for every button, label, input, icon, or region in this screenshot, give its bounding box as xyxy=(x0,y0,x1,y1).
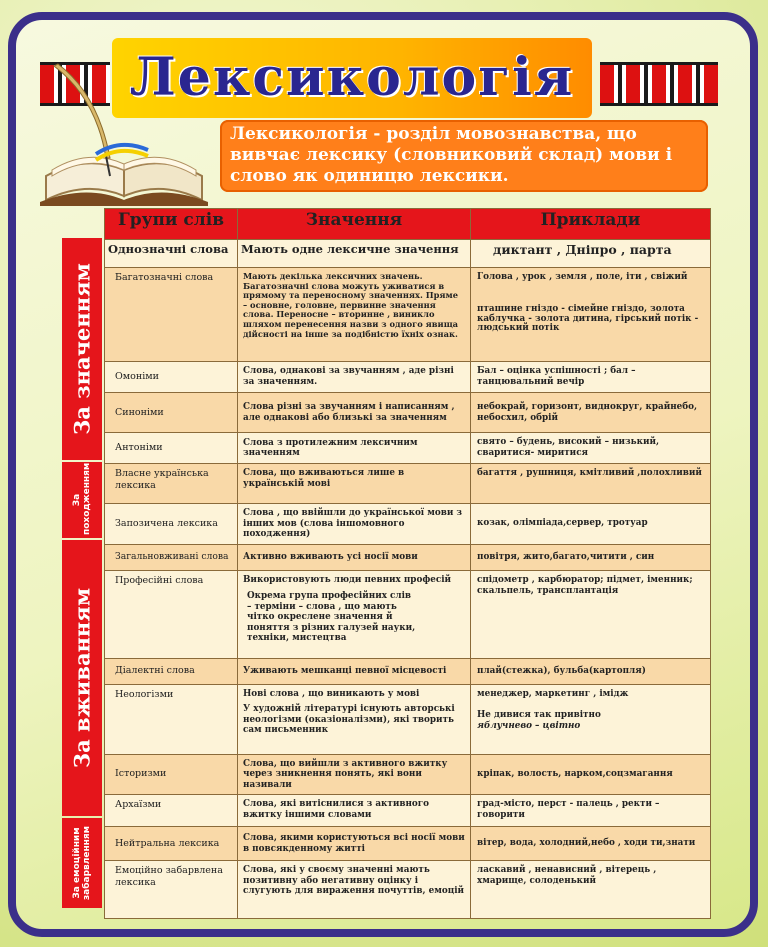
row-meaning: Слова, що вживаються лише в українській мові xyxy=(238,464,471,504)
table-row xyxy=(105,570,711,658)
row-examples: ласкавий , ненависний , вітерець , хмарище, солоденький xyxy=(471,861,711,919)
examples-line: пташине гніздо - сімейне гніздо, золота каблучка - золота дитина, гірський потік - людський потік xyxy=(477,304,699,333)
meaning-line: Нові слова , що виникають у мові xyxy=(243,688,420,699)
row-examples: кріпак, волость, нарком,соцзмагання xyxy=(471,754,711,795)
row-meaning: Мають декілька лексичних значень. Багатозначні слова можуть уживатися в прямому та переносному значеннях. Пряме – основне, головне, первинне значення слова. Переносне – вторинне , виникло шляхом перенесення назви з одного явища дійсності на інше за подібністю їхніх ознак. xyxy=(238,268,471,362)
row-meaning: Слова, якими користуються всі носії мови в повсякденному житті xyxy=(238,827,471,861)
row-meaning: Слова, які у своєму значенні мають позитивну або негативну оцінку і слугують для вираження почуттів, емоцій xyxy=(238,861,471,919)
meaning-line: У художній літературі існують авторські неологізми (оказіоналізми), які творить сам письменник xyxy=(243,704,455,735)
table-row xyxy=(105,504,711,545)
row-meaning: Слова , що ввійшли до української мови з інших мов (слова іншомовного походження) xyxy=(238,504,471,545)
row-group: Однозначні слова xyxy=(105,240,238,268)
side-label-usage: За вживанням xyxy=(62,540,102,816)
row-group: Запозичена лексика xyxy=(105,504,238,545)
table-row xyxy=(105,240,711,268)
table-row xyxy=(105,362,711,393)
row-group: Багатозначні слова xyxy=(105,268,238,362)
table-row xyxy=(105,464,711,504)
row-examples: диктант , Дніпро , парта xyxy=(471,240,711,268)
row-examples: свято – будень, високий – низький, сваритися- миритися xyxy=(471,433,711,464)
row-meaning: Мають одне лексичне значення xyxy=(238,240,471,268)
side-label-emotional: За емоційним забарвленням xyxy=(62,818,102,908)
row-examples: небокрай, горизонт, виднокруг, крайнебо, небосхил, обрій xyxy=(471,393,711,433)
row-examples: Бал – оцінка успішності ; бал – танцювальний вечір xyxy=(471,362,711,393)
row-group: Архаїзми xyxy=(105,795,238,827)
header-groups: Групи слів xyxy=(105,209,238,240)
row-group: Омоніми xyxy=(105,362,238,393)
row-meaning: Слова, що вийшли з активного вжитку через зникнення понять, які вони називали xyxy=(238,754,471,795)
meaning-line: Окрема група професійних слів – терміни – слова , що мають чітко окреслене значення й поняття з різних галузей науки, техніки, мистецтва xyxy=(247,591,416,643)
table-row xyxy=(105,658,711,684)
row-meaning xyxy=(238,570,471,658)
row-meaning: Слова, які витіснилися з активного вжитку іншими словами xyxy=(238,795,471,827)
row-group: Загальновживані слова xyxy=(105,544,238,570)
row-group: Емоційно забарвлена лексика xyxy=(105,861,238,919)
meaning-line: Використовують люди певних професій xyxy=(243,574,452,585)
table-row xyxy=(105,544,711,570)
table-row xyxy=(105,268,711,362)
row-group: Власне українська лексика xyxy=(105,464,238,504)
row-meaning: Слова з протилежним лексичним значенням xyxy=(238,433,471,464)
table-row xyxy=(105,795,711,827)
header-meaning: Значення xyxy=(238,209,471,240)
row-group: Професійні слова xyxy=(105,570,238,658)
row-group: Діалектні слова xyxy=(105,658,238,684)
row-group: Неологізми xyxy=(105,684,238,754)
table-row xyxy=(105,754,711,795)
examples-line: яблучнево – цвітно xyxy=(477,720,581,731)
table-row xyxy=(105,861,711,919)
row-examples: повітря, жито,багато,читити , син xyxy=(471,544,711,570)
definition-text: Лексикологія - розділ мовознавства, що вивчає лексику (словниковий склад) мови і слово як одиницю лексики. xyxy=(230,124,673,186)
page-title: Лексикологія xyxy=(129,47,575,108)
row-meaning xyxy=(238,684,471,754)
row-examples xyxy=(471,268,711,362)
table-row xyxy=(105,827,711,861)
lexicology-table xyxy=(104,208,711,919)
row-examples: спідометр , карбюратор; підмет, іменник; скальпель, трансплантація xyxy=(471,570,711,658)
row-examples: вітер, вода, холодний,небо , ходи ти,знати xyxy=(471,827,711,861)
row-meaning: Слова різні за звучанням і написанням , але однакові або близькі за значенням xyxy=(238,393,471,433)
row-group: Історизми xyxy=(105,754,238,795)
row-examples: багаття , рушниця, кмітливий ,полохливий xyxy=(471,464,711,504)
table-row xyxy=(105,433,711,464)
row-examples xyxy=(471,684,711,754)
header-examples: Приклади xyxy=(471,209,711,240)
row-examples: град-місто, перст - палець , ректи – говорити xyxy=(471,795,711,827)
row-group: Синоніми xyxy=(105,393,238,433)
row-group: Нейтральна лексика xyxy=(105,827,238,861)
table-row xyxy=(105,684,711,754)
row-meaning: Слова, однакові за звучанням , аде різні за значенням. xyxy=(238,362,471,393)
row-examples: козак, олімпіада,сервер, тротуар xyxy=(471,504,711,545)
examples-line: менеджер, маркетинг , імідж xyxy=(477,688,629,699)
row-examples: плай(стежка), бульба(картопля) xyxy=(471,658,711,684)
row-meaning: Активно вживають усі носії мови xyxy=(238,544,471,570)
table-row xyxy=(105,393,711,433)
ornament-right xyxy=(600,62,718,106)
examples-line: Не дивися так привітно xyxy=(477,709,601,720)
examples-line: Голова , урок , земля , поле, іти , свіжий xyxy=(477,272,688,282)
table-header-row xyxy=(105,209,711,240)
side-label-meaning: За значенням xyxy=(62,238,102,460)
row-group: Антоніми xyxy=(105,433,238,464)
row-meaning: Уживають мешканці певної місцевості xyxy=(238,658,471,684)
book-quill-icon xyxy=(36,58,212,208)
side-label-origin: За походженням xyxy=(62,462,102,538)
